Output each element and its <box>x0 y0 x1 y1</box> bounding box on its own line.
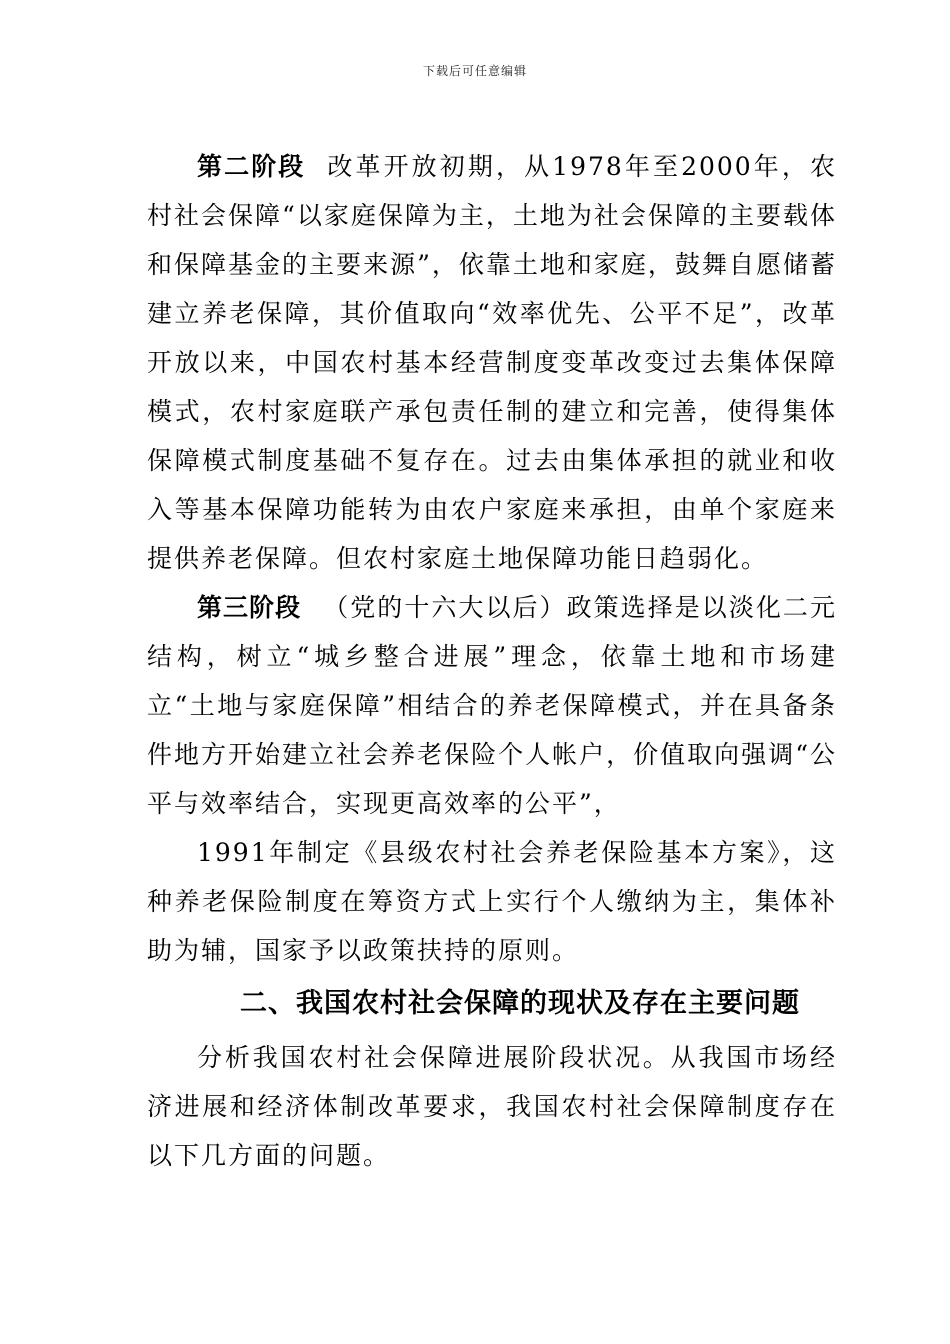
section-two-heading: 二、我国农村社会保障的现状及存在主要问题 <box>240 988 800 1019</box>
stage-three-lead: 第三阶段 <box>197 593 302 622</box>
page-header: 下载后可任意编辑 <box>422 64 527 78</box>
paragraph-section-two-intro: 分析我国农村社会保障进展阶段状况。从我国市场经济进展和经济体制改革要求，我国农村社会保障制度存在以下几方面的问题。 <box>147 1043 837 1170</box>
paragraph-stage-two <box>147 142 837 583</box>
document-body <box>147 142 837 1180</box>
stage-two-text: 改革开放初期，从1978年至2000年，农村社会保障“以家庭保障为主，土地为社会保障的主要载体和保障基金的主要来源”，依靠土地和家庭，鼓舞自愿储蓄建立养老保障，其价值取向“效率优先、公平不足”，改革开放以来，中国农村基本经营制度变革改变过去集体保障模式，农村家庭联产承包责任制的建立和完善，使得集体保障模式制度基础不复存在。过去由集体承担的就业和收入等基本保障功能转为由农户家庭来承担，由单个家庭来提供养老保障。但农村家庭土地保障功能日趋弱化。 <box>147 152 837 573</box>
stage-two-lead: 第二阶段 <box>197 152 306 181</box>
paragraph-stage-three <box>147 583 837 828</box>
stage-three-text: （党的十六大以后）政策选择是以淡化二元结构，树立“城乡整合进展”理念，依靠土地和市场建立“土地与家庭保障”相结合的养老保障模式，并在具备条件地方开始建立社会养老保险个人帐户，价值取向强调“公平与效率结合，实现更高效率的公平”， <box>147 593 837 818</box>
paragraph-1991-plan: 1991年制定《县级农村社会养老保险基本方案》，这种养老保险制度在筹资方式上实行个人缴纳为主，集体补助为辅，国家予以政策扶持的原则。 <box>147 838 837 965</box>
